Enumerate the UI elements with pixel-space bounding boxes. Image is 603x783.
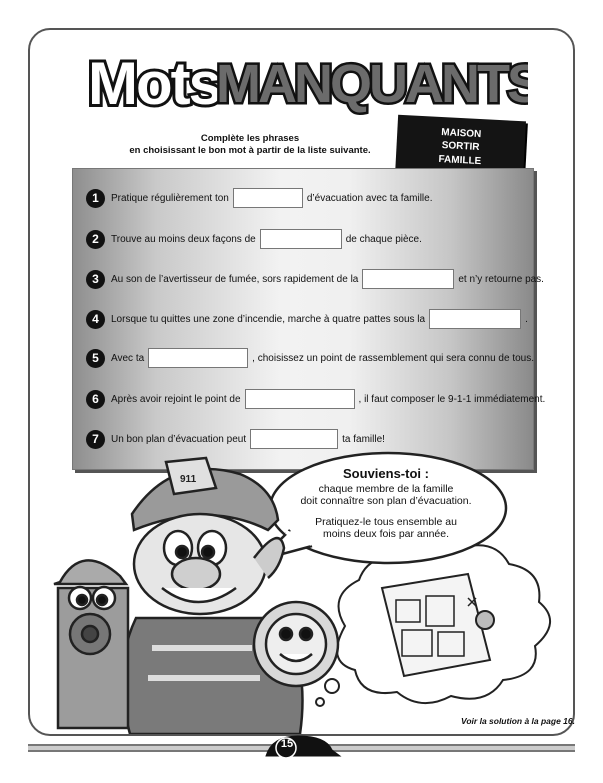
sentence-number: 4: [86, 310, 105, 329]
reminder-bubble: [277, 460, 495, 560]
sentence-number: 7: [86, 430, 105, 449]
word-item: SORTIR: [441, 140, 480, 154]
answer-blank-7[interactable]: [250, 429, 338, 449]
sentence-number: 6: [86, 390, 105, 409]
sentence-text-before: Un bon plan d’évacuation peut: [111, 433, 247, 445]
helmet-badge: 911: [180, 474, 197, 485]
word-item: MAISON: [441, 127, 482, 141]
answer-blank-2[interactable]: [260, 229, 342, 249]
sentence-text-after: d’évacuation avec ta famille.: [306, 192, 433, 204]
reminder-line: Pratiquez-le tous ensemble au: [315, 515, 457, 528]
fire-hydrant: [54, 560, 128, 728]
sentence-number: 3: [86, 270, 105, 289]
sentence-row-6: [86, 387, 545, 411]
sentence-number: 2: [86, 230, 105, 249]
sentence-text-after: ta famille!: [342, 433, 385, 445]
smoke-alarm-mascot: [254, 602, 338, 686]
sentence-row-3: [86, 267, 544, 291]
instructions: [120, 133, 380, 157]
page-title: [78, 36, 528, 126]
solution-note: Voir la solution à la page 16.: [461, 716, 575, 726]
sentence-text-before: Trouve au moins deux façons de: [111, 233, 256, 245]
instructions-line2: en choisissant le bon mot à partir de la liste suivante.: [129, 145, 371, 156]
answer-blank-5[interactable]: [148, 348, 248, 368]
reminder-line: chaque membre de la famille: [318, 482, 454, 495]
reminder-line: doit connaître son plan d’évacuation.: [300, 495, 472, 507]
reminder-heading: Souviens-toi :: [343, 466, 429, 481]
sentence-text-after: .: [525, 313, 528, 325]
sentence-text-after: , il faut composer le 9-1-1 immédiatement.: [358, 393, 546, 405]
sentence-row-5: [86, 346, 534, 370]
sentence-text-before: Lorsque tu quittes une zone d’incendie, marche à quatre pattes sous la: [111, 313, 426, 325]
word-item: FAMILLE: [438, 153, 482, 167]
sentence-text-after: et n’y retourne pas.: [458, 273, 544, 285]
sentence-row-1: [86, 186, 432, 210]
sentence-text-after: , choisissez un point de rassemblement qui sera connu de tous.: [252, 352, 534, 364]
sentence-number: 1: [86, 189, 105, 208]
page-number: 15: [280, 738, 294, 750]
title-part1: Mots: [88, 50, 220, 117]
sentence-text-before: Au son de l’avertisseur de fumée, sors rapidement de la: [111, 273, 359, 285]
sentence-text-before: Pratique régulièrement ton: [111, 192, 229, 204]
sentence-text-before: Avec ta: [111, 352, 145, 364]
sentence-text-before: Après avoir rejoint le point de: [111, 393, 241, 405]
answer-blank-6[interactable]: [245, 389, 355, 409]
instructions-line1: Complète les phrases: [200, 133, 300, 144]
answer-blank-3[interactable]: [362, 269, 454, 289]
sentence-row-2: [86, 227, 422, 251]
sentence-row-4: [86, 307, 528, 331]
title-part2: MANQUANTS: [216, 54, 528, 114]
reminder-line: moins deux fois par année.: [322, 528, 450, 540]
sentence-number: 5: [86, 349, 105, 368]
helmet-icon: [262, 734, 342, 760]
answer-blank-4[interactable]: [429, 309, 521, 329]
sentence-text-after: de chaque pièce.: [345, 233, 422, 245]
answer-blank-1[interactable]: [233, 188, 303, 208]
